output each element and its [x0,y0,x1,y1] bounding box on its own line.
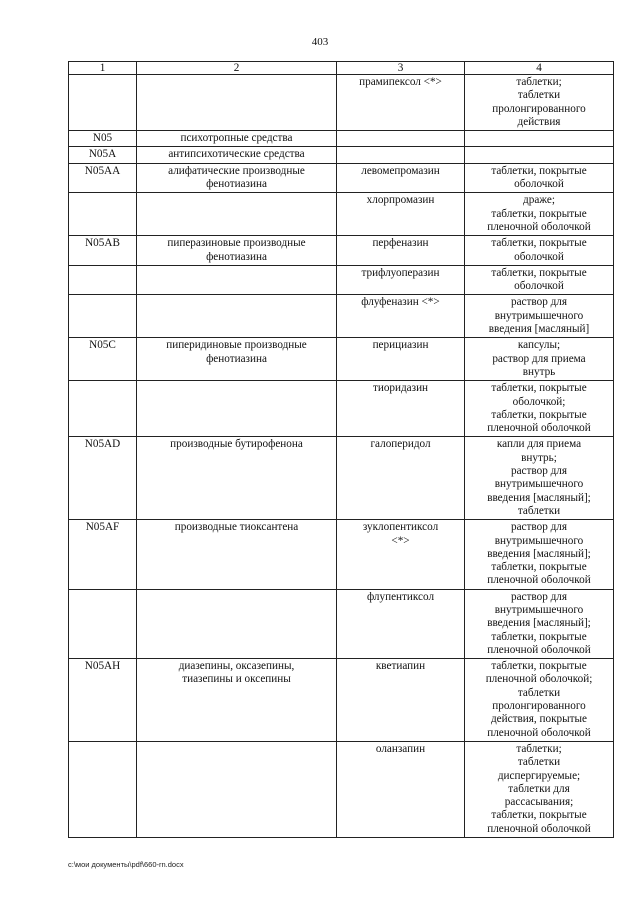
dosage-form-cell [465,589,614,658]
drug-name-cell [337,338,465,381]
drug-name-cell [337,236,465,266]
table-row [69,520,614,589]
anatomical-group-cell-line: алифатические производные [168,164,305,177]
header-col-2: 2 [137,62,337,75]
table-row [69,338,614,381]
dosage-form-cell-line: капли для приема [496,438,582,451]
dosage-form-cell-line: таблетки, покрытые [491,207,587,220]
dosage-form-cell-line: введения [масляный]; [487,491,591,504]
dosage-form-cell-line: пленочной оболочкой [487,643,591,656]
dosage-form-cell [465,265,614,295]
dosage-form-cell-line: пролонгированного [492,700,586,713]
table-row [69,75,614,131]
dosage-form-cell-line: таблетки [517,686,561,699]
dosage-form-cell-line: диспергируемые; [497,769,581,782]
dosage-form-cell-line: драже; [523,194,555,207]
anatomical-group-cell [137,520,337,589]
dosage-form-cell-line: таблетки [517,756,561,769]
dosage-form-cell-line: введения [масляный] [488,323,590,336]
dosage-form-cell [465,147,614,163]
anatomical-group-cell-line: пиперидиновые производные [166,339,307,352]
atc-code-cell [69,75,137,131]
dosage-form-cell [465,520,614,589]
dosage-form-cell [465,381,614,437]
drug-name-cell-line: галоперидол [370,438,431,451]
dosage-form-cell-line: капсулы; [517,339,561,352]
drug-name-cell-line: перфеназин [372,237,429,250]
table-row [69,131,614,147]
dosage-form-cell-line: таблетки, покрытые [491,382,587,395]
anatomical-group-cell-line: производные бутирофенона [170,438,303,451]
anatomical-group-cell-line: пиперазиновые производные [167,237,306,250]
drug-name-cell [337,520,465,589]
dosage-form-cell-line: оболочкой [514,280,564,293]
anatomical-group-cell-line: психотропные средства [180,132,293,145]
dosage-form-cell-line: таблетки, покрытые [491,630,587,643]
anatomical-group-cell [137,193,337,236]
dosage-form-cell-line: раствор для [510,521,568,534]
anatomical-group-cell [137,741,337,837]
dosage-form-cell-line: таблетки, покрытые [491,266,587,279]
drug-name-cell-line: флуфеназин <*> [361,296,440,309]
drug-name-cell-line: трифлуоперазин [361,266,440,279]
drug-name-cell [337,147,465,163]
drug-name-cell-line: левомепромазин [361,164,440,177]
anatomical-group-cell [137,381,337,437]
dosage-form-cell-line: оболочкой [514,250,564,263]
anatomical-group-cell [137,659,337,742]
anatomical-group-cell [137,589,337,658]
atc-code-cell: N05AB [69,236,137,266]
dosage-form-cell [465,131,614,147]
dosage-form-cell-line: таблетки, покрытые [491,237,587,250]
anatomical-group-cell-line: тиазепины и оксепины [182,673,291,686]
drug-name-cell [337,437,465,520]
dosage-form-cell [465,236,614,266]
dosage-form-cell-line: раствор для [510,590,568,603]
drug-name-cell [337,193,465,236]
anatomical-group-cell [137,75,337,131]
dosage-form-cell-line: введения [масляный]; [487,547,591,560]
drug-name-cell-line: зуклопентиксол [362,521,439,534]
dosage-form-cell-line: пленочной оболочкой [487,220,591,233]
atc-code-cell [69,265,137,295]
dosage-form-cell [465,338,614,381]
anatomical-group-cell [137,236,337,266]
atc-code-cell: N05A [69,147,137,163]
header-col-3: 3 [337,62,465,75]
dosage-form-cell-line: введения [масляный]; [487,617,591,630]
atc-code-cell [69,193,137,236]
dosage-form-cell-line: внутримышечного [494,478,584,491]
table-row [69,659,614,742]
anatomical-group-cell [137,265,337,295]
dosage-form-cell-line: таблетки, покрытые [491,164,587,177]
table-row [69,236,614,266]
dosage-form-cell-line: таблетки [517,504,561,517]
dosage-form-cell-line: внутримышечного [494,534,584,547]
table-row [69,295,614,338]
dosage-form-cell-line: таблетки [517,89,561,102]
anatomical-group-cell-line: антипсихотические средства [168,148,305,161]
dosage-form-cell-line: действия, покрытые [490,713,587,726]
table-row [69,437,614,520]
dosage-form-cell-line: пленочной оболочкой [487,422,591,435]
drug-name-cell-line: тиоридазин [372,382,429,395]
table-body [69,75,614,838]
dosage-form-cell [465,295,614,338]
dosage-form-cell-line: оболочкой; [512,395,566,408]
footer-file-path: c:\мои документы\pdf\660-rn.docx [68,860,184,869]
dosage-form-cell-line: внутрь; [521,451,557,464]
header-col-4: 4 [465,62,614,75]
anatomical-group-cell [137,147,337,163]
drug-name-cell [337,75,465,131]
atc-code-cell [69,741,137,837]
atc-code-cell: N05AF [69,520,137,589]
dosage-form-cell-line: пленочной оболочкой [487,574,591,587]
medication-table [68,61,614,838]
dosage-form-cell [465,741,614,837]
drug-name-cell-line: оланзапин [375,742,426,755]
atc-code-cell: N05C [69,338,137,381]
dosage-form-cell-line: оболочкой [514,178,564,191]
drug-name-cell [337,381,465,437]
anatomical-group-cell-line: производные тиоксантена [174,521,299,534]
dosage-form-cell-line: таблетки, покрытые [491,660,587,673]
dosage-form-cell-line: таблетки, покрытые [491,408,587,421]
dosage-form-cell-line: пленочной оболочкой; [485,673,593,686]
drug-name-cell [337,741,465,837]
dosage-form-cell-line: внутримышечного [494,603,584,616]
atc-code-cell: N05 [69,131,137,147]
table-row [69,381,614,437]
table-row [69,163,614,193]
table-row [69,147,614,163]
drug-name-cell [337,131,465,147]
atc-code-cell: N05AH [69,659,137,742]
atc-code-cell [69,589,137,658]
anatomical-group-cell-line: фенотиазина [206,250,267,263]
drug-name-cell-line: кветиапин [375,660,426,673]
anatomical-group-cell [137,163,337,193]
dosage-form-cell-line: таблетки; [516,742,562,755]
atc-code-cell: N05AD [69,437,137,520]
drug-name-cell-line: перициазин [372,339,429,352]
dosage-form-cell-line: таблетки для [508,782,570,795]
anatomical-group-cell [137,295,337,338]
table-row [69,589,614,658]
page-number: 403 [311,36,329,48]
dosage-form-cell [465,193,614,236]
drug-name-cell [337,295,465,338]
dosage-form-cell-line: раствор для приема [492,352,586,365]
dosage-form-cell [465,163,614,193]
table-row [69,193,614,236]
anatomical-group-cell-line: фенотиазина [206,178,267,191]
dosage-form-cell [465,437,614,520]
dosage-form-cell-line: внутримышечного [494,309,584,322]
drug-name-cell-line: <*> [391,534,410,547]
anatomical-group-cell-line: фенотиазина [206,352,267,365]
atc-code-cell [69,295,137,338]
dosage-form-cell-line: раствор для [510,465,568,478]
dosage-form-cell-line: таблетки; [516,76,562,88]
dosage-form-cell-line: таблетки, покрытые [491,809,587,822]
dosage-form-cell-line: пленочной оболочкой [487,822,591,835]
drug-name-cell [337,163,465,193]
dosage-form-cell-line: пролонгированного [492,102,586,115]
anatomical-group-cell [137,437,337,520]
dosage-form-cell-line: пленочной оболочкой [487,726,591,739]
table-row [69,741,614,837]
drug-name-cell-line: флупентиксол [366,590,435,603]
anatomical-group-cell-line: диазепины, оксазепины, [178,660,295,673]
anatomical-group-cell [137,338,337,381]
anatomical-group-cell [137,131,337,147]
dosage-form-cell-line: рассасывания; [504,796,574,809]
dosage-form-cell-line: действия [517,115,561,128]
dosage-form-cell [465,659,614,742]
drug-name-cell-line: хлорпромазин [366,194,435,207]
dosage-form-cell [465,75,614,131]
drug-name-cell [337,265,465,295]
header-col-1: 1 [69,62,137,75]
drug-name-cell [337,659,465,742]
atc-code-cell: N05AA [69,163,137,193]
dosage-form-cell-line: внутрь [522,365,556,378]
dosage-form-cell-line: таблетки, покрытые [491,561,587,574]
table-row [69,265,614,295]
drug-name-cell-line: прамипексол <*> [359,76,442,88]
header-row [69,62,614,75]
drug-name-cell [337,589,465,658]
dosage-form-cell-line: раствор для [510,296,568,309]
atc-code-cell [69,381,137,437]
